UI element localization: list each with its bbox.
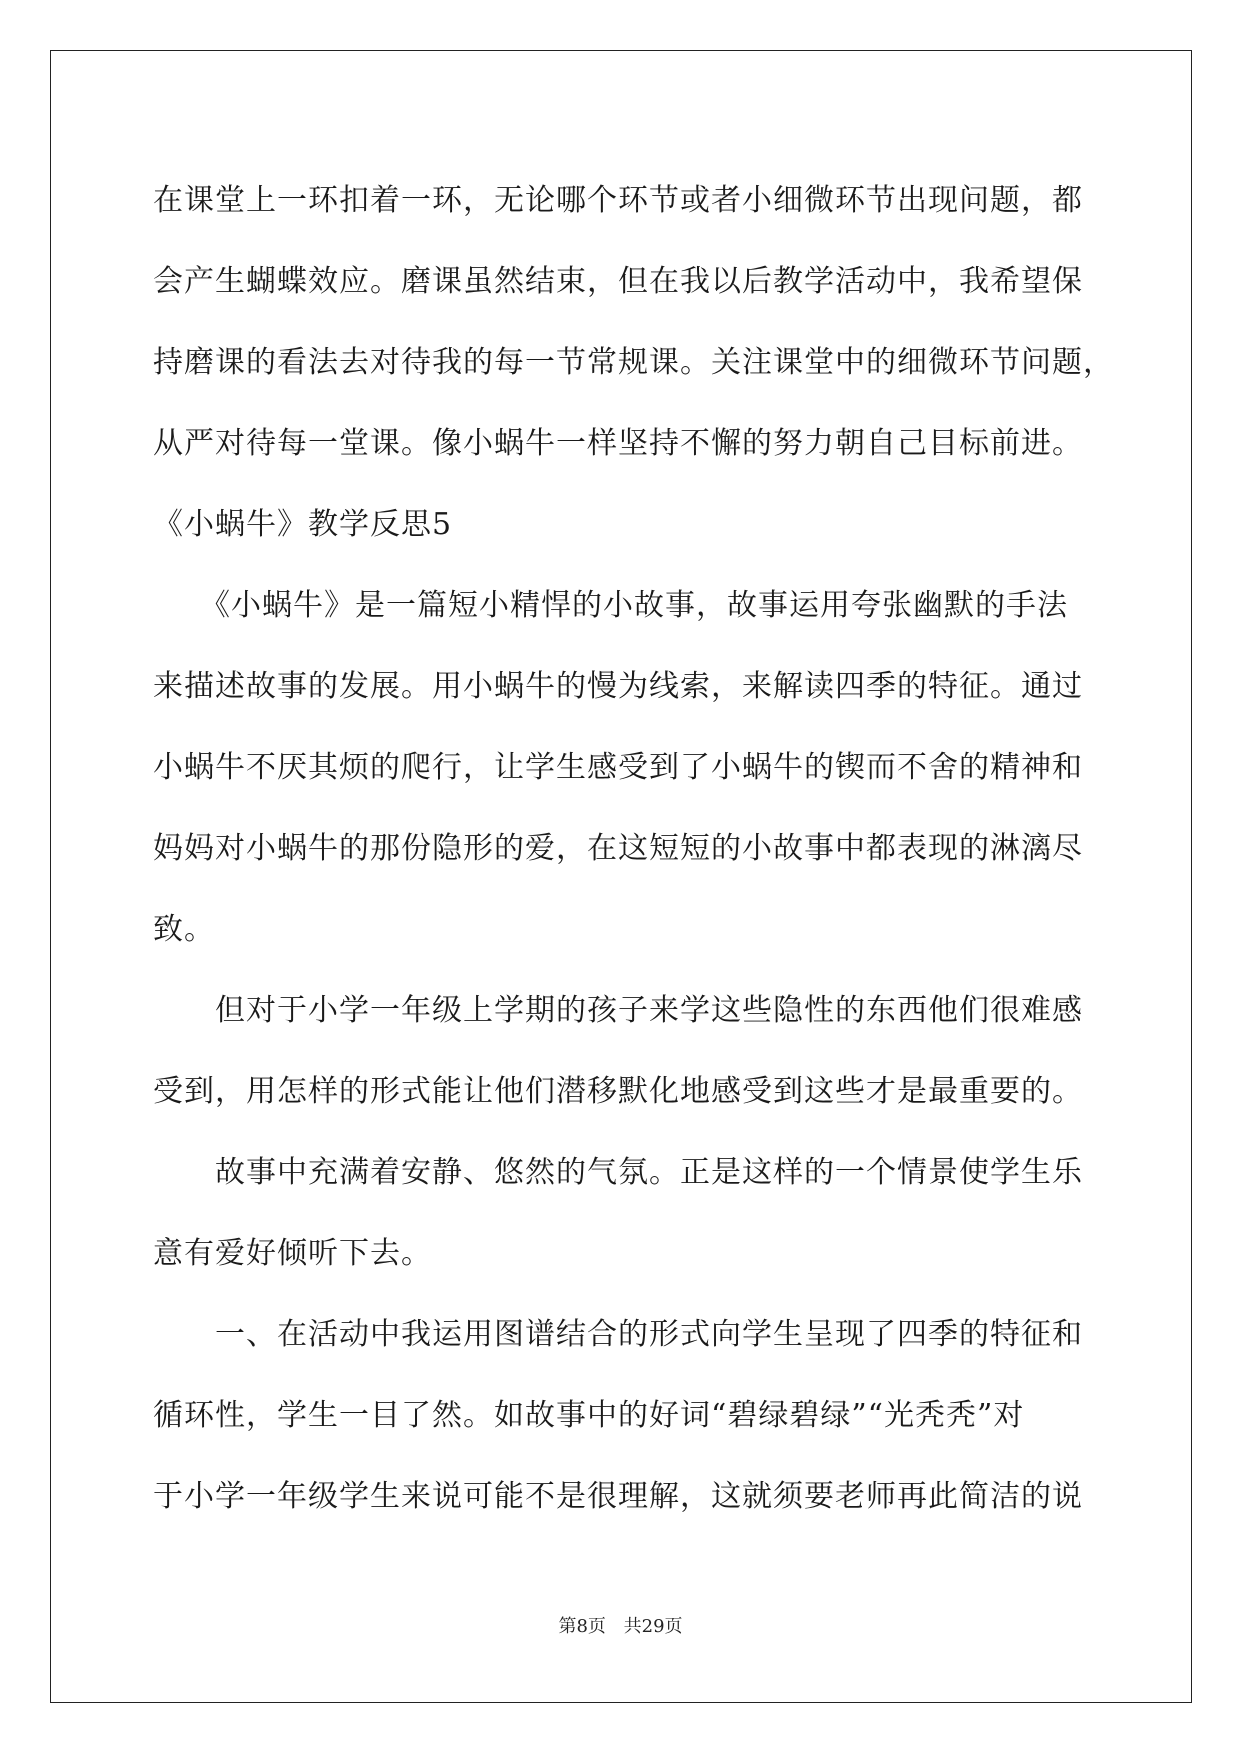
text-line: 故事中充满着安静、悠然的气氛。正是这样的一个情景使学生乐 bbox=[153, 1155, 1083, 1190]
section-heading: 《小蜗牛》教学反思5 bbox=[153, 507, 453, 542]
text-line: 《小蜗牛》是一篇短小精悍的小故事，故事运用夸张幽默的手法 bbox=[153, 588, 1068, 623]
text-line: 来描述故事的发展。用小蜗牛的慢为线索，来解读四季的特征。通过 bbox=[153, 669, 1083, 704]
text-line: 于小学一年级学生来说可能不是很理解，这就须要老师再此简洁的说 bbox=[153, 1479, 1083, 1514]
text-line: 循环性，学生一目了然。如故事中的好词“碧绿碧绿”“光秃秃”对 bbox=[153, 1398, 1025, 1433]
page-number: 第8页 bbox=[558, 1616, 606, 1637]
text-line: 小蜗牛不厌其烦的爬行，让学生感受到了小蜗牛的锲而不舍的精神和 bbox=[153, 750, 1083, 785]
text-line: 一、在活动中我运用图谱结合的形式向学生呈现了四季的特征和 bbox=[153, 1317, 1083, 1352]
page-footer bbox=[0, 1612, 1241, 1638]
text-line: 会产生蝴蝶效应。磨课虽然结束，但在我以后教学活动中，我希望保 bbox=[153, 264, 1083, 299]
text-line: 致。 bbox=[153, 912, 215, 947]
text-line: 持磨课的看法去对待我的每一节常规课。关注课堂中的细微环节问题， bbox=[153, 345, 1114, 380]
document-body bbox=[153, 160, 1114, 1537]
text-line: 妈妈对小蜗牛的那份隐形的爱，在这短短的小故事中都表现的淋漓尽 bbox=[153, 831, 1083, 866]
page-total: 共29页 bbox=[623, 1616, 683, 1637]
text-line: 在课堂上一环扣着一环，无论哪个环节或者小细微环节出现问题，都 bbox=[153, 183, 1083, 218]
text-line: 但对于小学一年级上学期的孩子来学这些隐性的东西他们很难感 bbox=[153, 993, 1083, 1028]
text-line: 意有爱好倾听下去。 bbox=[153, 1236, 432, 1271]
text-line: 受到，用怎样的形式能让他们潜移默化地感受到这些才是最重要的。 bbox=[153, 1074, 1083, 1109]
text-line: 从严对待每一堂课。像小蜗牛一样坚持不懈的努力朝自己目标前进。 bbox=[153, 426, 1083, 461]
